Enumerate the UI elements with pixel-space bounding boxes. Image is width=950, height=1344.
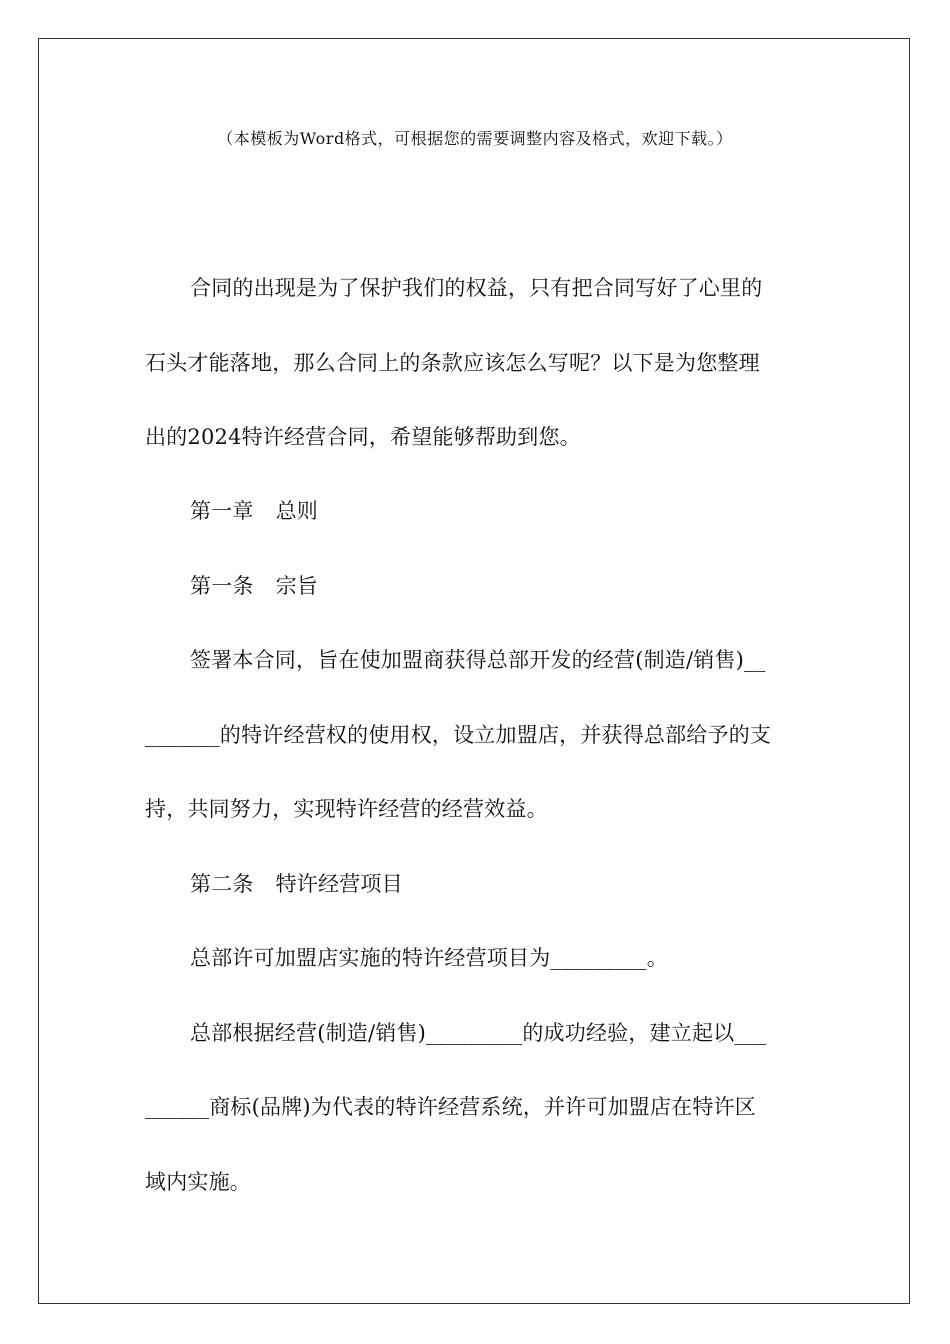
article-number: 第二条 [190,872,254,896]
article-title: 宗旨 [275,574,319,598]
chapter-title: 总则 [275,499,319,523]
article-2-line: 总部根据经营(制造/销售)_________的成功经验，建立起以___ [190,1021,767,1045]
article-1-line: 持，共同努力，实现特许经营的经营效益。 [145,797,548,821]
article-heading [190,869,810,899]
article-1-line: _______的特许经营权的使用权，设立加盟店，并获得总部给予的支 [145,723,772,747]
chapter-heading [190,496,810,526]
article-2-line: 域内实施。 [145,1170,251,1194]
chapter-number: 第一章 [190,499,254,523]
template-note: （本模板为Word格式，可根据您的需要调整内容及格式，欢迎下载。） [217,129,733,148]
article-number: 第一条 [190,574,254,598]
intro-line: 出的2024特许经营合同，希望能够帮助到您。 [145,425,581,449]
article-heading [190,571,810,601]
intro-line: 石头才能落地，那么合同上的条款应该怎么写呢？以下是为您整理 [145,351,760,375]
article-1-line: 签署本合同，旨在使加盟商获得总部开发的经营(制造/销售)__ [190,648,766,672]
intro-line: 合同的出现是为了保护我们的权益，只有把合同写好了心里的 [190,276,763,300]
article-2-paragraph: 总部许可加盟店实施的特许经营项目为_________。 [190,946,668,970]
article-title: 特许经营项目 [275,872,403,896]
article-2-line: ______商标(品牌)为代表的特许经营系统，并许可加盟店在特许区 [145,1095,756,1119]
